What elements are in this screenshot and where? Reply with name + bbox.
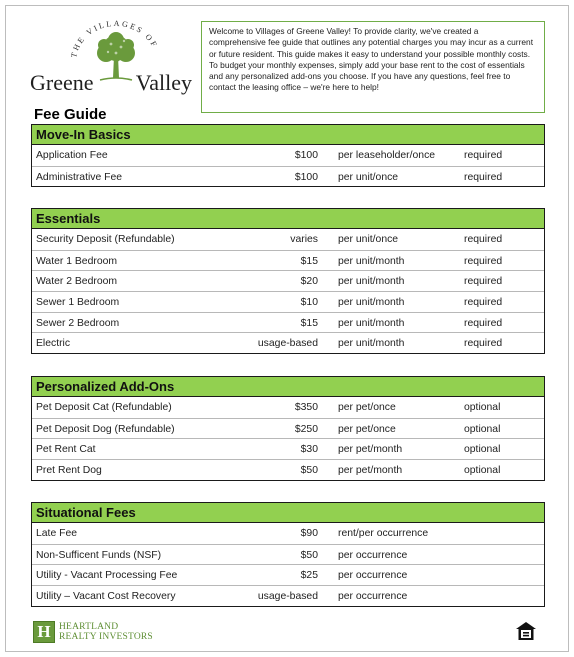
fee-name: Utility - Vacant Processing Fee [36, 570, 178, 582]
fee-status: required [464, 317, 503, 329]
fee-unit: rent/per occurrence [338, 528, 429, 539]
fee-unit: per unit/month [338, 255, 405, 267]
fee-unit: per unit/month [338, 297, 405, 309]
fee-amount: $15 [300, 255, 318, 267]
fee-unit: per leaseholder/once [338, 150, 436, 161]
fee-row [32, 312, 544, 333]
fee-status: optional [464, 465, 501, 477]
logo-wordmark [26, 70, 196, 96]
greene-valley-logo [26, 20, 196, 100]
fee-name: Electric [36, 338, 71, 350]
company-name-line1: HEARTLAND [59, 622, 119, 632]
fee-unit: per pet/once [338, 423, 396, 435]
fee-status: required [464, 255, 503, 267]
section-header: Move-In Basics [32, 125, 544, 145]
company-name-line2: REALTY INVESTORS [59, 632, 153, 642]
fee-name: Pet Deposit Cat (Refundable) [36, 402, 172, 413]
fee-status: required [464, 297, 503, 309]
section-header: Personalized Add-Ons [32, 377, 544, 397]
fee-status: required [464, 338, 503, 350]
fee-guide-page [5, 5, 569, 652]
fee-row [32, 332, 544, 353]
fee-name: Security Deposit (Refundable) [36, 234, 175, 245]
fee-name: Pet Rent Cat [36, 444, 96, 456]
fee-name: Late Fee [36, 528, 78, 539]
fee-name: Non-Sufficent Funds (NSF) [36, 549, 162, 561]
fee-unit: per pet/month [338, 444, 403, 456]
fee-row [32, 438, 544, 459]
fee-unit: per unit/once [338, 234, 399, 245]
fee-row [32, 250, 544, 271]
fee-unit: per occurrence [338, 591, 408, 603]
fee-row [32, 523, 544, 544]
fee-row [32, 564, 544, 585]
fee-row [32, 270, 544, 291]
fee-amount: usage-based [257, 591, 318, 603]
fee-name: Water 1 Bedroom [36, 255, 118, 267]
logo-word-greene: Greene [30, 70, 94, 95]
fee-name: Water 2 Bedroom [36, 276, 118, 288]
fee-row [32, 291, 544, 312]
welcome-message-box [201, 21, 545, 113]
fee-unit: per occurrence [338, 570, 408, 582]
fee-amount: $25 [300, 570, 318, 582]
fee-amount: $100 [294, 171, 318, 183]
fee-amount: $50 [300, 465, 318, 477]
fee-name: Pet Deposit Dog (Refundable) [36, 423, 175, 435]
fee-status: optional [464, 402, 501, 413]
equal-housing-icon [515, 621, 537, 641]
fee-status: required [464, 150, 503, 161]
logo-arc-text: THE VILLAGES OF [69, 20, 160, 59]
fee-row [32, 229, 544, 250]
fee-name: Sewer 1 Bedroom [36, 297, 120, 309]
section-move-in-basics [31, 124, 545, 187]
logo-word-valley: Valley [135, 70, 192, 95]
fee-name: Utility – Vacant Cost Recovery [36, 591, 176, 603]
fee-unit: per occurrence [338, 549, 408, 561]
fee-amount: $50 [300, 549, 318, 561]
heartland-company-name [59, 622, 153, 642]
fee-amount: $350 [294, 402, 318, 413]
fee-amount: $20 [300, 276, 318, 288]
fee-row [32, 166, 544, 187]
welcome-message-text: Welcome to Villages of Greene Valley! To provide clarity, we've created a comprehensive fee guide that outlines any potential charges you may incur as a current or future resident. This guide makes it easy to understand your possible monthly costs. To budget your monthly expenses, simply add your base rent to the cost of essentials and any personalized add-ons you choose. If you have any questions, feel free to contact the leasing office – we're here to help! [209, 26, 534, 93]
fee-amount: $100 [294, 150, 318, 161]
fee-status: required [464, 234, 503, 245]
fee-unit: per pet/once [338, 402, 396, 413]
fee-row [32, 459, 544, 480]
fee-amount: $250 [294, 423, 318, 435]
section-header: Essentials [32, 209, 544, 229]
fee-amount: $30 [300, 444, 318, 456]
fee-amount: $10 [300, 297, 318, 309]
fee-row [32, 418, 544, 439]
fee-status: optional [464, 423, 501, 435]
fee-amount: usage-based [257, 338, 318, 350]
section-personalized-add-ons [31, 376, 545, 481]
fee-row [32, 145, 544, 166]
fee-status: optional [464, 444, 501, 456]
section-essentials [31, 208, 545, 354]
heartland-logo-mark: H [33, 621, 55, 643]
fee-unit: per pet/month [338, 465, 403, 477]
fee-guide-title: Fee Guide [34, 106, 107, 123]
fee-amount: varies [290, 234, 318, 245]
section-header: Situational Fees [32, 503, 544, 523]
fee-unit: per unit/month [338, 338, 405, 350]
fee-status: required [464, 171, 503, 183]
fee-name: Application Fee [36, 150, 108, 161]
fee-amount: $15 [300, 317, 318, 329]
heartland-logo [33, 621, 153, 643]
fee-amount: $90 [300, 528, 318, 539]
fee-row [32, 544, 544, 565]
section-situational-fees [31, 502, 545, 607]
fee-row [32, 585, 544, 606]
fee-row [32, 397, 544, 418]
fee-unit: per unit/once [338, 171, 399, 183]
fee-name: Administrative Fee [36, 171, 123, 183]
fee-name: Pret Rent Dog [36, 465, 102, 477]
fee-status: required [464, 276, 503, 288]
fee-unit: per unit/month [338, 317, 405, 329]
fee-name: Sewer 2 Bedroom [36, 317, 120, 329]
fee-unit: per unit/month [338, 276, 405, 288]
